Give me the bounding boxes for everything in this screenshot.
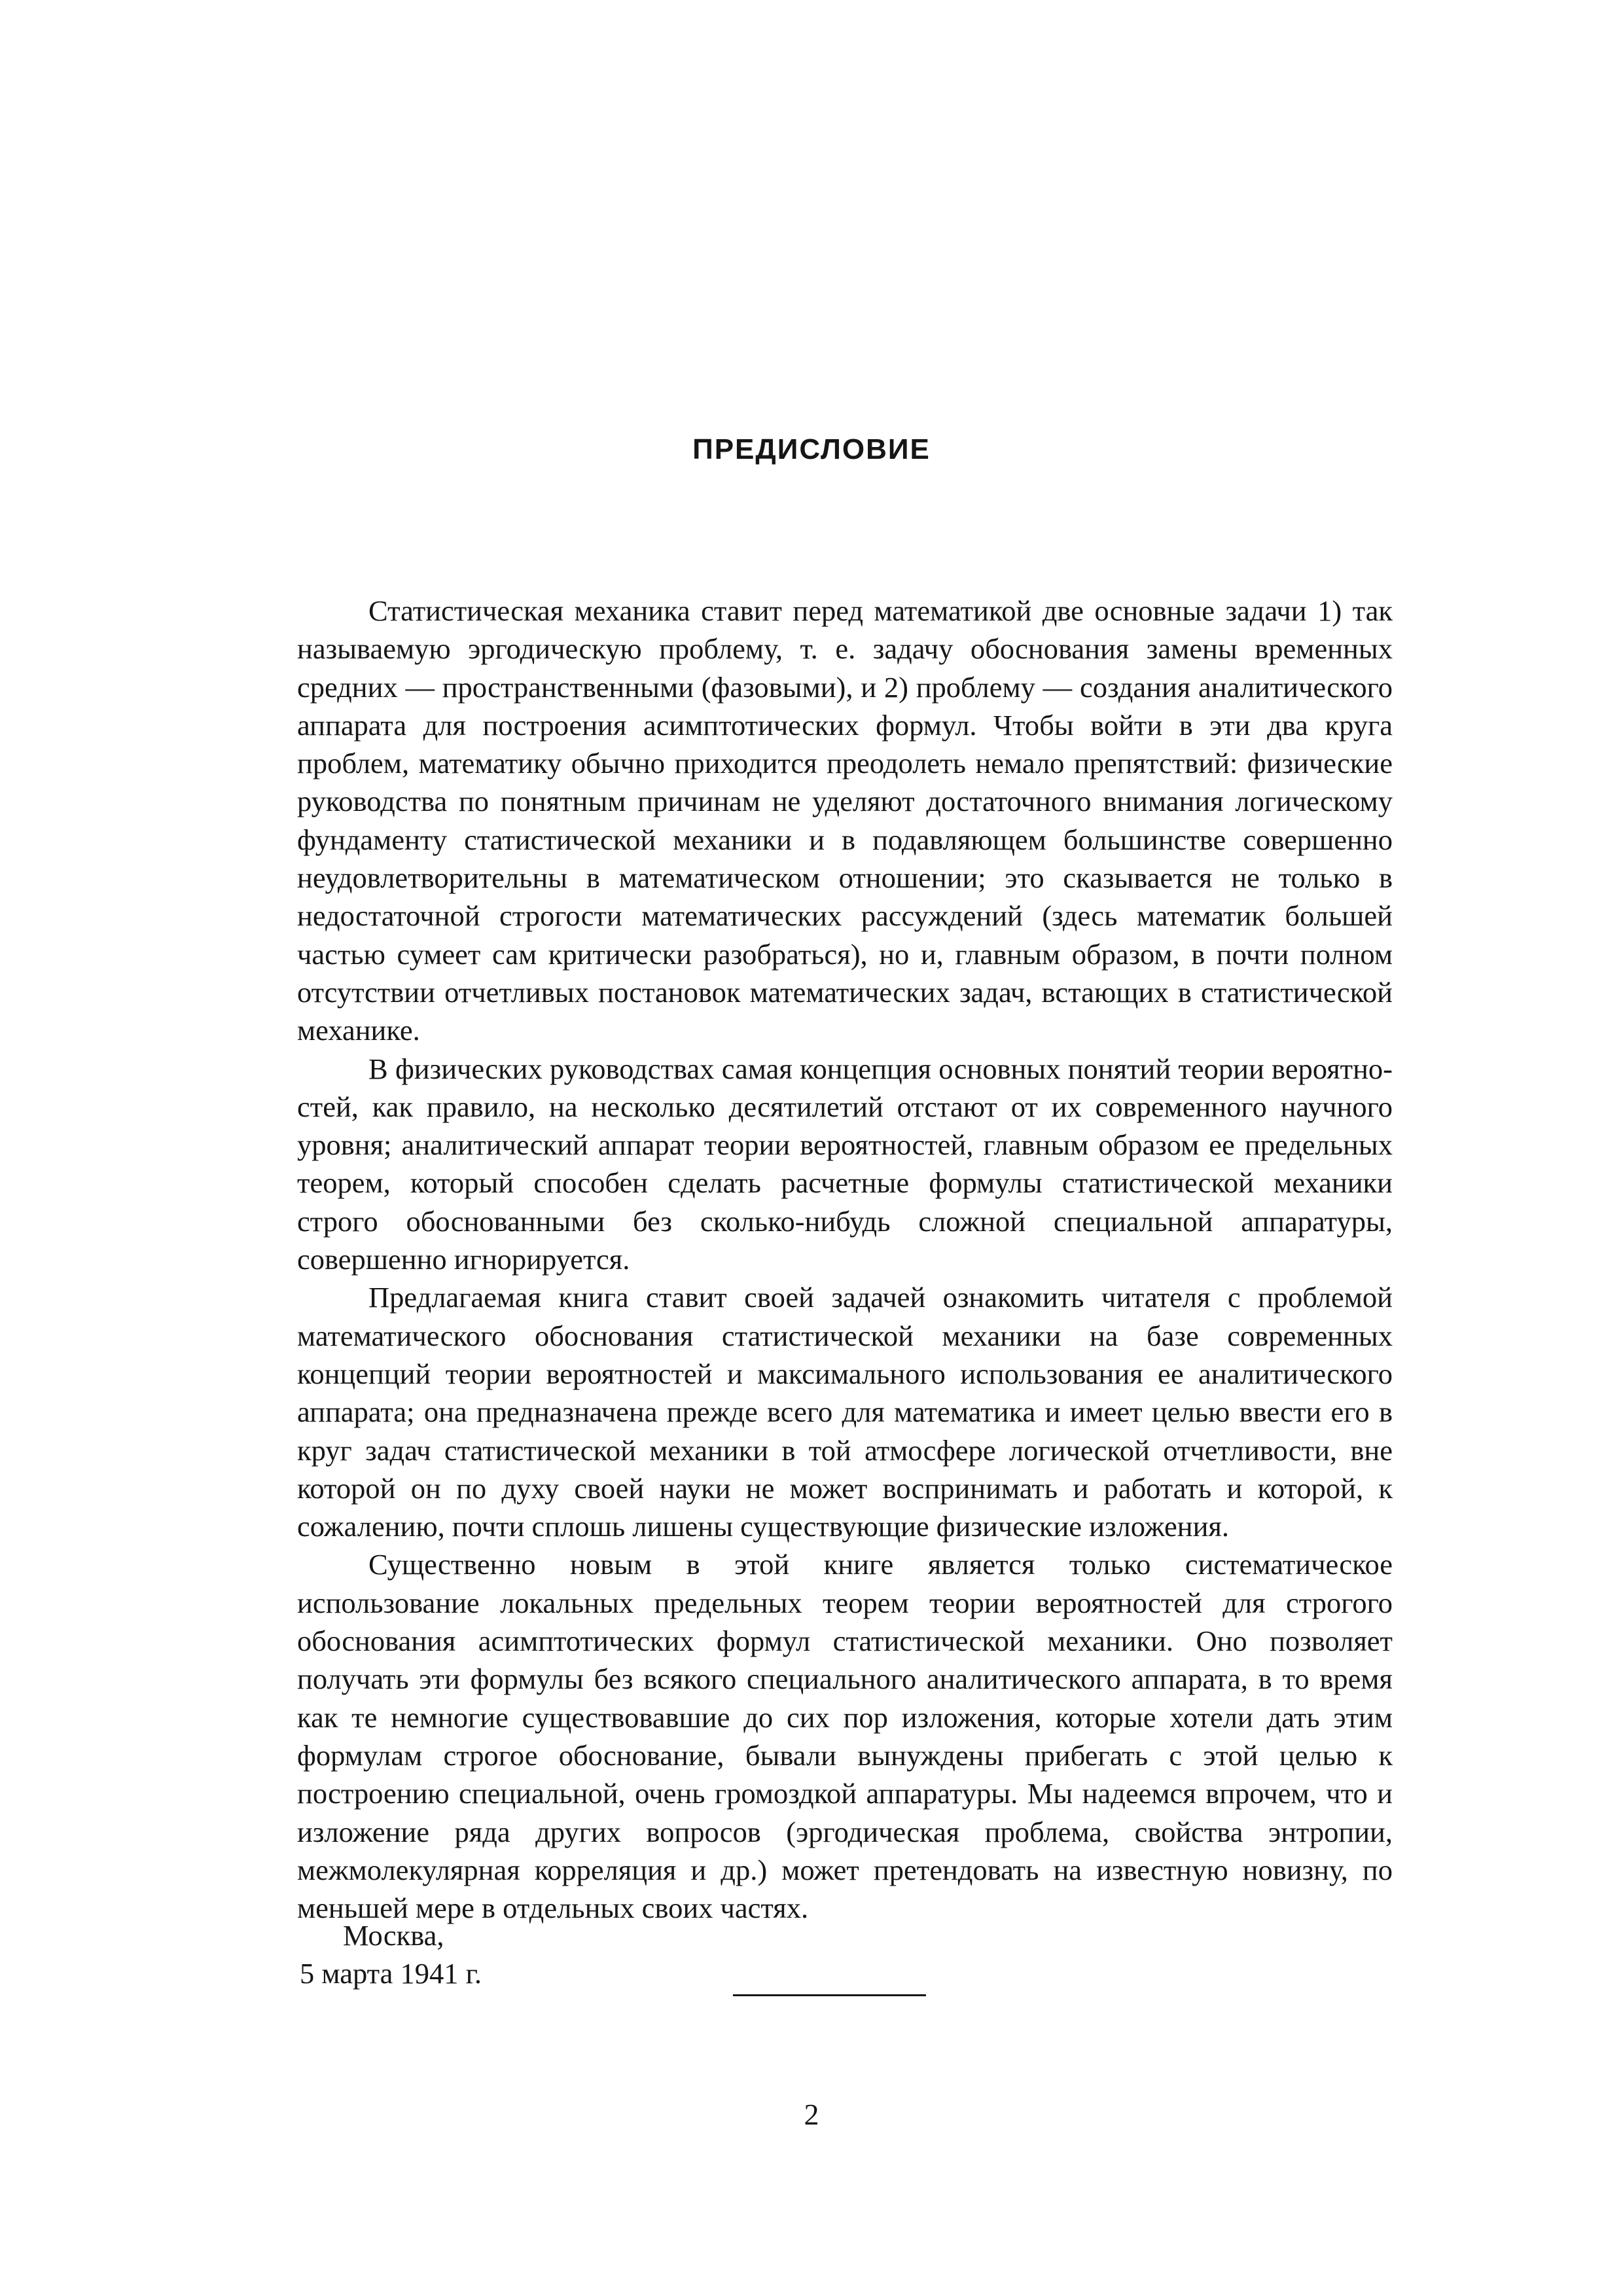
paragraph: Предлагаемая книга ставит своей задачей ознакомить читателя с проблемой математического обоснования статистической механики на базе современных концепций теории вероятностей и максимального использования ее аналитического аппарата; она предназначена прежде всего для математика и имеет целью ввести его в круг задач статистической механики в той атмосфере логической отчетливости, вне которой он по духу своей науки не может воспринимать и работать и которой, к сожалению, почти сплошь лишены существующие физические изложения. bbox=[297, 1281, 1393, 1543]
paragraph: Существенно новым в этой книге является только систематическое использование локальных предельных теорем теории вероятностей для строгого обоснования асимптотических формул статистической механики. Оно позволяет получать эти формулы без всякого специального аналитического аппарата, в то время как те немногие существовавшие до сих пор изложения, которые хотели дать этим формулам строгое обоснование, бывали вынуждены прибегать с этой целью к построению специальной, очень громоздкой аппаратуры. Мы надеемся впрочем, что и изложение ряда других вопросов (эргодическая проблема, свойства энтропии, межмолекулярная корреляция и др.) может претендовать на известную новизну, по меньшей мере в отдельных своих частях. bbox=[297, 1548, 1393, 1925]
preface-body bbox=[297, 592, 1393, 1927]
signature-place: Москва, bbox=[343, 1919, 444, 1952]
page-number: 2 bbox=[804, 2098, 819, 2131]
paragraph: Статистическая механика ставит перед математикой две основные задачи 1) так называемую эргодическую проблему, т. е. задачу обоснования замены временных средних — пространственными (фазовыми), и 2) проблему — создания аналитического аппарата для построения асимптотических формул. Чтобы войти в эти два круга проблем, математику обычно приходится преодолеть немало препятствий: физические руководства по понятным причинам не уделяют достаточного внимания логическому фундаменту статистической механики и в подавляющем большинстве совершенно неудовлетворительны в математическом отношении; это сказывается не только в недостаточной строгости математических рассуждений (здесь математик большей частью сумеет сам критически разобраться), но и, главным образом, в почти полном отсутствии отчетливых постановок математических задач, встающих в статистической механике. bbox=[297, 594, 1393, 1047]
paragraph: В физических руководствах самая концепция основных понятий теории вероятностей, как правило, на несколько десятилетий отстают от их современного научного уровня; аналитический аппарат теории вероятностей, главным образом ее предельных теорем, который способен сделать расчетные формулы статистической механики строго обоснованными без сколько-нибудь сложной специальной аппаратуры, совершенно игнорируется. bbox=[297, 1052, 1393, 1276]
signature-block bbox=[297, 1916, 482, 1992]
page-title: ПРЕДИСЛОВИЕ bbox=[692, 433, 931, 465]
section-divider bbox=[733, 1994, 926, 1996]
signature-date: 5 марта 1941 г. bbox=[300, 1957, 482, 1990]
